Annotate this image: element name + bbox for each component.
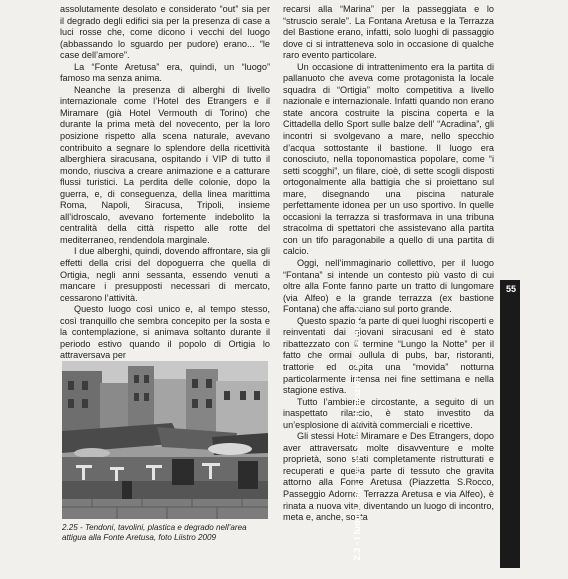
chapter-sidebar-tab: [500, 280, 520, 568]
paragraph: recarsi alla “Marina” per la passeggiata e lo “struscio serale”. La Fontana Aretusa e la Terrazza del Bastione erano, infatti, solo luoghi di passaggio dove ci si intratteneva solo in occasione di qualche raro evento particolare.: [283, 4, 494, 61]
paragraph: Gli stessi Hotel Miramare e Des Etrangers, dopo aver attraversato molte disavventure e molte proprietà, sono stati completamente ristrutturati e recuperati e quella parte di tessuto che gravita attorno alla Fonte Aretusa (Piazzetta S.Rocco, Passeggio Adorno, Terrazza Aretusa e via Alfeo), è rinata a nuova vita, diventando un luogo di incontro, meta e, anche, sosta: [283, 431, 494, 523]
figure-caption: 2.25 - Tendoni, tavolini, plastica e degrado nell’area attigua alla Fonte Aretusa, foto Liistro 2009: [62, 523, 247, 542]
paragraph: Oggi, nell’immaginario collettivo, per il luogo “Fontana” si intende un contesto più vasto di cui oltre alla Fonte fanno parte un tratto di lungomare (via Alfeo) e la grande terrazza (ex bastione Fontana) che affacciano sul porto grande.: [283, 258, 494, 315]
paragraph: Questo spazio fa parte di quei luoghi riscoperti e reinventati dai giovani siracusani ed è stato ribattezzato con il termine “Lungo la Notte” per il fatto che ormai pullula di pubs, bar, ristoranti, trattorie ed ospita una “movida” notturna particolarmente intensa nei fine settimana e nella stagione estiva.: [283, 315, 494, 396]
paragraph: assolutamente desolato e considerato “out” sia per il degrado degli edifici sia per la presenza di case a luci rosse che, come dicono i vecchi del luogo (abbassando lo sguardo per pudore) erano... “le case dell’amore”.: [60, 4, 270, 61]
paragraph: Tutto l’ambiente circostante, a seguito di un inaspettato rilancio, è stato investito da un’esplosione di attività commerciali e ricettive.: [283, 396, 494, 430]
paragraph: Neanche la presenza di alberghi di livello internazionale come l’Hotel des Etrangers e il Miramare (già Hotel Vermouth di Torino) che durante la prima metà del novecento, per la loro posizione rispetto alla scena naturale, avevano contribuito a segnare lo splendore della ricettività alberghiera siracusana, ospitando i VIP di tutto il mondo, riusciva a creare animazione e a catturare flussi turistici. La perdita delle colonie, dopo la guerra, e, di conseguenza, della linea marittima Roma, Napoli, Siracusa, Tripoli, insieme all’idroscalo, avevano fortemente indebolito la centralità della città rispetto alle rotte del mediterraneo, rendendola marginale.: [60, 84, 270, 245]
photo-illustration: [62, 361, 268, 519]
paragraph: La “Fonte Aretusa” era, quindi, un “luogo” famoso ma senza anima.: [60, 61, 270, 84]
figure-photo: [62, 361, 268, 519]
running-head: 2.3 - I luoghi degli eventi, delle celebrazioni e della mitologia: [352, 297, 362, 561]
paragraph: I due alberghi, quindi, dovendo affrontare, sia gli effetti della crisi del dopoguerra che quella di Ortigia, negli anni sessanta, essendo venuti a mancare i presupposti necessari di mercato, cessarono l’attività.: [60, 246, 270, 303]
text-column-right: [283, 4, 494, 524]
text-column-left: [60, 4, 270, 362]
paragraph: Questo luogo così unico e, al tempo stesso, così tranquillo che sembra concepito per la sosta e la contemplazione, si animava soltanto durante il periodo estivo quando il popolo di Ortigia lo attraversava per: [60, 304, 270, 361]
page-number: 55: [505, 284, 516, 294]
paragraph: Un occasione di intrattenimento era la partita di pallanuoto che aveva come protagonista la locale squadra di “Ortigia” molto competitiva a livello nazionale e internazionale. Infatti quando non erano state ancora costruite la piscina coperta e la Cittadella dello Sport sulle balze dell’ “Acradina”, gli incontri si svolgevano a mare, nello specchio d’acqua sottostante il bastione. Il luogo era conosciuto, nella toponomastica popolare, come “i setti scogghi”, un filare, cioè, di sette scogli disposti ortogonalmente alla battigia che si proiettano sul mare, disegnando una piscina naturale perfettamente idonea per un uso sportivo. In quelle occasioni la terrazza si trasformava in una tribuna stracolma di spettatori che assistevano alla partita con un tifo paragonabile a quello di una partita di calcio.: [283, 61, 494, 257]
